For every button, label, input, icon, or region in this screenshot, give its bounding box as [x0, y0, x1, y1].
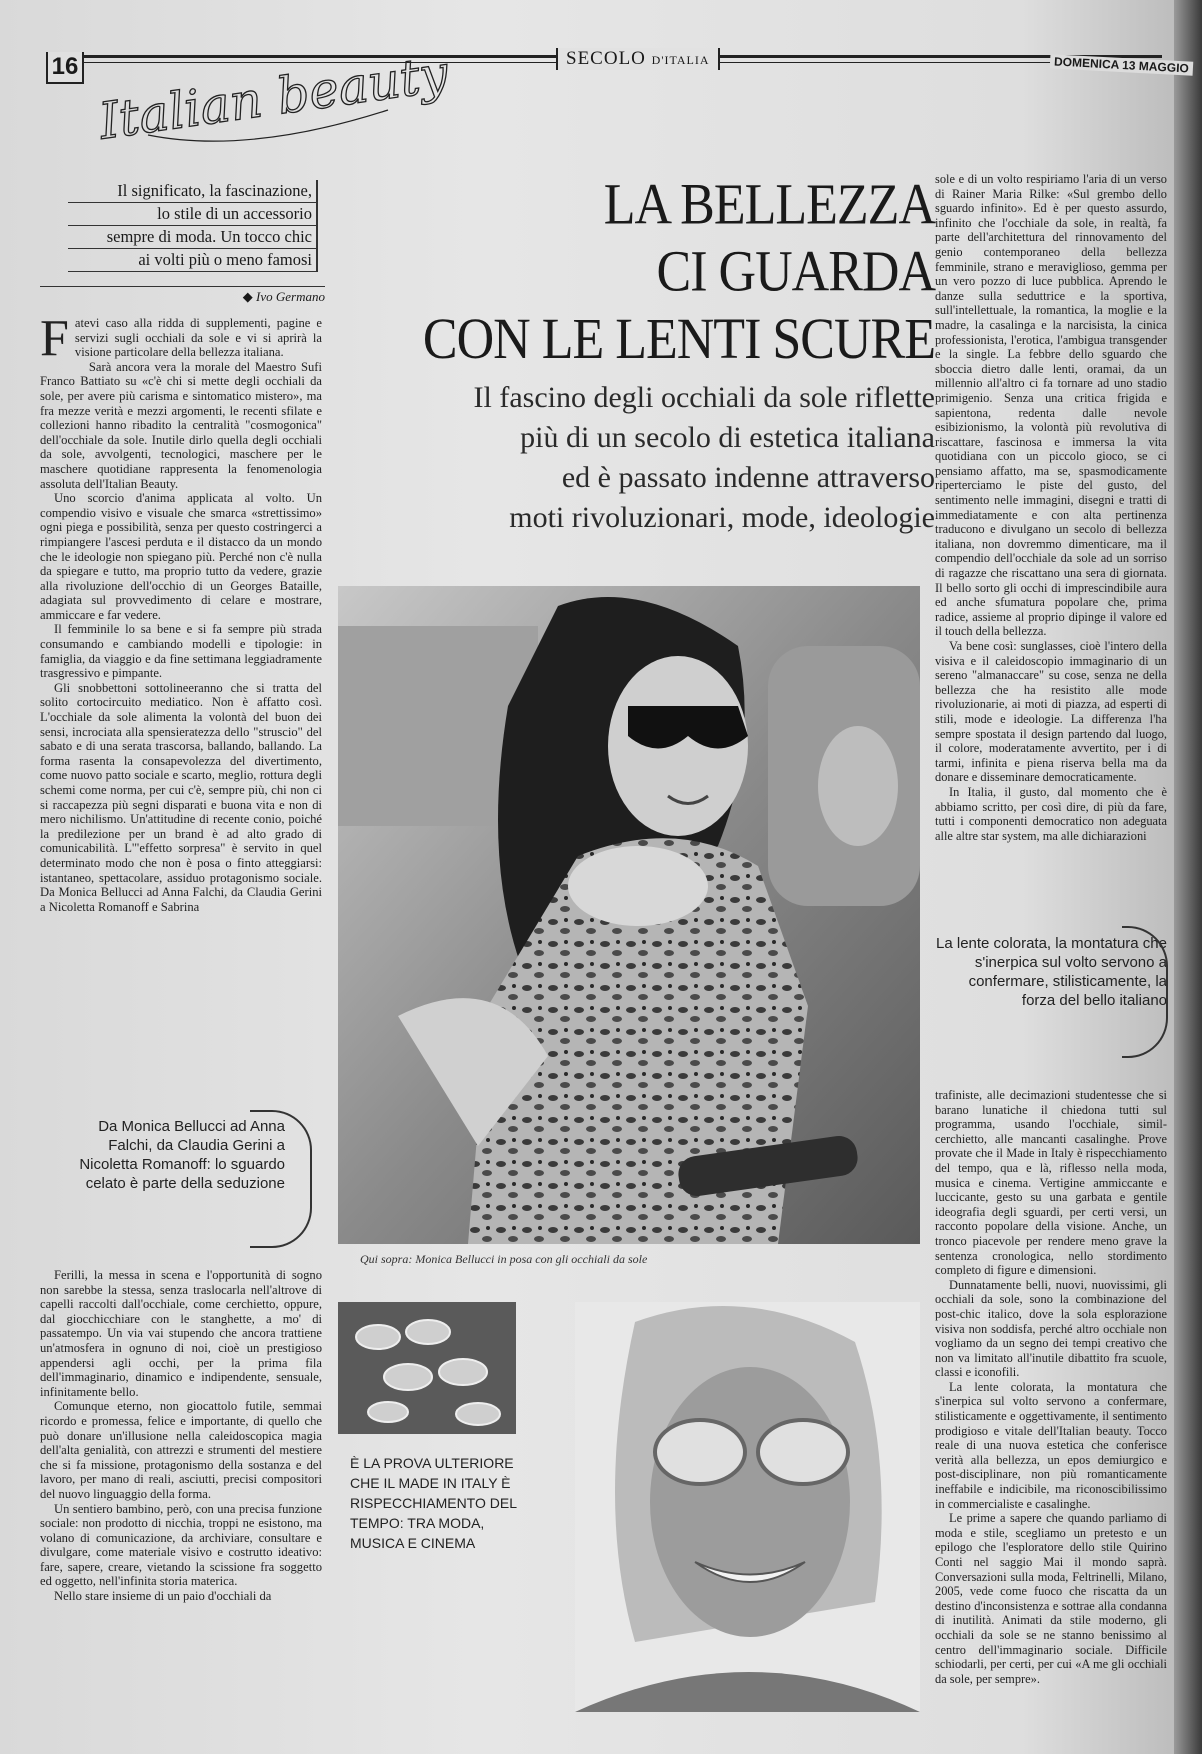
paragraph: Sarà ancora vera la morale del Maestro Sufi Franco Battiato su «c'è chi si mette degli occhiali da sole, per avere più carisma e sintomatico mistero», ma fra mezze verità e mezzi argomenti, le recenti sfilate e collezioni hanno ribadito la centralità "cosmogonica" dell'occhiale da sole. Inutile dirlo quella degli occhiali da sole, avvolgenti, tecnologici, maschere per le maschere quotidiane rappresenta la fenomenologia assoluta dell'Italian Beauty.: [40, 359, 322, 491]
masthead: [556, 48, 720, 70]
portrait-photo: [575, 1302, 920, 1712]
masthead-suffix: D'ITALIA: [651, 53, 710, 67]
article-column-1b: [40, 1268, 322, 1688]
paragraph: Nello stare insieme di un paio d'occhiali da: [54, 1589, 272, 1604]
subhead-line: ed è passato indenne attraverso: [561, 461, 935, 494]
subhead-line: moti rivoluzionari, mode, ideologie: [509, 501, 935, 534]
pull-quote-bracket-right: [1122, 926, 1168, 1058]
issue-date: DOMENICA 13 MAGGIO: [1050, 54, 1193, 75]
intro-line: ai volti più o meno famosi: [68, 249, 318, 272]
paragraph: In Italia, il gusto, dal momento che è abbiamo scritto, per così dire, di più da fare, tutti i componenti democratico non adeguata alle altre star system, ma alle dichiarazioni: [935, 784, 1167, 843]
headline-line: CON LE LENTI SCURE: [422, 307, 935, 372]
section-title-script: [88, 40, 452, 160]
subheadline: [330, 378, 935, 538]
paragraph: Le prime a sapere che quando parliamo di moda e stile, scegliamo un pretesto e un epilogo che l'esploratore dello stile Quirino Conti nel saggio Mai il mondo saprà. Conversazioni sulla moda, Feltrinelli, Milano, 2005, vede come fuoco che riscatta da un destino d'inconsistenza e sottrae alla condanna di inutilità. Animati da stile moderno, gli occhiali da sole se ne stanno benissimo al centro dell'immaginario sociale. Difficile schiodarli, per certi, per cui «A me gli occhiali da sole, per sempre».: [935, 1511, 1167, 1686]
paragraph: Un sentiero bambino, però, con una precisa funzione sociale: non prodotto di nicchia, troppi ne esistono, ma volano di comunicazione, da archiviare, consultare e divulgare, come materiale visivo e costrutto ideativo: fare, sapere, creare, vietando la scissione fra soggetto ed oggetto, nell'infinita storia materica.: [40, 1501, 322, 1589]
intro-line: sempre di moda. Un tocco chic: [68, 226, 318, 249]
paragraph: Il femminile lo sa bene e si fa sempre più strada consumando e cambiando modelli e tipologie: in famiglia, da viaggio e da fine settimana leggiadramente trasgressivo e pimpante.: [40, 622, 322, 681]
article-column-3: [935, 172, 1167, 914]
paragraph: Uno scorcio d'anima applicata al volto. Un compendio visivo e visuale che smarca «strettissimo» ogni piega e possibilità, senza per questo costringerci a rimpiangere l'ascesi perduta e il distacco da un mondo che le ideologie non spiegano più. Perché non c'è nulla da spiegare e tutto, ma proprio tutto da vedere, grazie alla rivoluzione dell'occhio di un Georges Bataille, adagiata sul provvedimento di celare e mostrare, ammiccare e far vedere.: [40, 491, 322, 622]
paragraph: trafiniste, alle decimazioni studentesse che si barano lunatiche il chiedona tutti sul programma, usando l'occhiale, simil-cerchietto, alle mancanti casalinghe. Prove provate che il Made in Italy è rispecchiamento del tempo, qua e là, riflesso nella moda, musica e cinema. Vertigine ammiccante e luccicante, gesto su una garbata e gentile ideografia degli sguardi, per certi versi, un racconto popolare della visione. Anche, un tronco piacevole per rendere meno grave la sentenza cronologica, nello stordimento completo di figure e dimensioni.: [935, 1088, 1167, 1278]
subhead-line: più di un secolo di estetica italiana: [520, 421, 935, 454]
photo-sunglasses-display: [338, 1302, 516, 1434]
photo-woman-sunglasses: [338, 586, 920, 1244]
intro-summary: [68, 180, 318, 272]
paragraph: La lente colorata, la montatura che s'inerpica sul volto servono a confermare, stilisticamente e oggettivamente, il sentimento prodigioso e vitale dell'Italian beauty. Tocco reale di una nuova estetica che conferisce verità alla bellezza, un epos demiurgico e post-disciplinare, non più romanticamente ineffabile e indicibile, ma riconoscibilissimo in commercialiste e casalinghe.: [935, 1379, 1167, 1511]
article-column-1: [40, 310, 322, 1078]
paragraph: Ferilli, la messa in scena e l'opportunità di sogno non sarebbe la stessa, senza traslocarla nell'altrove di capelli raccolti dall'occhiale, come cerchietto, oppure, dal giocchicchiare con le stanghette, a mo' di passatempo. Un via vai stupendo che ancora trattiene un'atmosfera in ognuno di noi, cioè un prestigioso appendersi agli occhi, per la prima fila dell'immaginario, dinamico e indipendente, sensuale, infinitamente bello.: [40, 1268, 322, 1399]
paragraph: Va bene così: sunglasses, cioè l'intero della visiva e il caleidoscopio immaginario di un sereno "almanaccare" su cose, senza ne della bellezza che ha resistito alle mode rivoluzionarie, ai moti di piazza, ad esperti di stili, mode e ideologie. La differenza l'ha sempre spostata il design partendo dal luogo, il colore, moderatamente avvertito, per i di tarmi, infinita e piena riserva bella ma da donare e disseminare democraticamente.: [935, 639, 1167, 785]
paragraph: Comunque eterno, non giocattolo futile, semmai ricordo e promessa, felice e importante, di quello che può donare un'illusione nella caleidoscopica magia dell'alta genialità, con attrezzi e strumenti del mestiere che si fa missione, protagonismo della sostanza e del lavoro, per mano di reali, asciutti, precisi compositori del nuovo linguaggio della forma.: [40, 1399, 322, 1501]
article-column-3b: [935, 1088, 1167, 1688]
sunglasses-photo: [338, 1302, 516, 1434]
main-photo: [338, 586, 920, 1244]
paragraph: sole e di un volto respiriamo l'aria di un verso di Rainer Maria Rilke: «Sul grembo dello sguardo infinito». Ed è per questo assurdo, infinito che l'occhiale da sole, in realtà, fa parte dell'architettura del rinnovamento del genio contemporaneo della bellezza femminile, strano e meraviglioso, gemma per un vero pozzo di luce pubblica. Aprendo le danze sulla seduttrice e la sportiva, sull'intellettuale, la romantica, la moglie e la madre, la casalinga e la narcisista, la cinica professionista, l'erotica, l'ambigua transgender e la single. La febbre dello sguardo che sboccia dietro dalle lenti, oramai, da un millennio all'altro ci fa tornare ad uno stadio primigenio. Senza una critica frigida e sapientona, redenta dalle nevole esibizionismo, la volontà più revolutiva di riscattare, fascinosa e immersa la vita quotidiana con un piccolo gioco, se ci pensiamo affatto, ma se, spasmodicamente riperterciamo le piste del gusto, del sentimento nelle immagini, disegni e tratti di immediatamente e con alta pertinenza traducono e divulgano un secolo di bellezza italiana, non dovremmo dimenticare, ma il compendio dell'occhiale da sole ad un sorriso di ragazze che riscattano una sera di giornata. Il bello sorto gli occhi di imprescindibile aura ed anche sfumatura popolare che, prima radice, assieme al proprio dipinge il valore ed il touch della bellezza.: [935, 172, 1167, 639]
photo-blonde-woman-sunglasses: [575, 1302, 920, 1712]
pull-quote-right: La lente colorata, la montatura che s'inerpica sul volto servono a confermare, stilisticamente, la forza del bello italiano: [936, 935, 1167, 1009]
drop-cap: F: [40, 310, 69, 367]
paragraph: Gli snobbettoni sottolineeranno che si tratta del solito cortocircuito mediatico. Non è affatto così. L'occhiale da sole alimenta la volontà del buon dei sensi, incrociata alla spensieratezza dello "struscio" del sabato e di una serata trascorsa, ballando, ballando. La forma rasenta la consapevolezza del divertimento, come nuovo patto sociale e scarto, meglio, rottura degli schemi come norma, per cui c'è, sempre più, chi non ci si raccapezza più segni disparati e buona vita e non di mero nichilismo. Un'attitudine di recente conio, poiché la predilezione per un brand è ad alto grado di comunicabilità. L'"effetto sorpresa" è servito in quel determinato modo che non è posa o finto atteggiarsi: istantaneo, spettacolare, assiduo protagonismo sociale. Da Monica Bellucci ad Anna Falchi, da Claudia Gerini a Nicoletta Romanoff e Sabrina: [40, 680, 322, 914]
intro-line: lo stile di un accessorio: [68, 203, 318, 226]
headline: [330, 172, 935, 374]
pull-quote-left: Da Monica Bellucci ad Anna Falchi, da Claudia Gerini a Nicoletta Romanoff: lo sguardo celato è parte della seduzione: [79, 1118, 285, 1192]
page-spine: [1174, 0, 1202, 1754]
pull-quote-made-in-italy: È LA PROVA ULTERIORE CHE IL MADE IN ITALY È RISPECCHIAMENTO DEL TEMPO: TRA MODA, MUSICA E CINEMA: [350, 1455, 517, 1551]
intro-line: Il significato, la fascinazione,: [68, 180, 318, 203]
section-title: Italian beauty: [95, 44, 452, 151]
paragraph: atevi caso alla ridda di supplementi, pagine e servizi sugli occhiali da sole e vi si aprirà la visione particolare della bellezza italiana.: [74, 316, 322, 360]
paragraph: Dunnatamente belli, nuovi, nuovissimi, gli occhiali da sole, sono la combinazione del post-chic italico, dove la sola esplorazione visiva non soddisfa, perché altro occhiale non vogliamo da un segno dei tempi creativo che non va limitato all'inutile dibattito fra scuole, classi e iconofili.: [935, 1277, 1167, 1380]
headline-line: LA BELLEZZA: [603, 173, 935, 237]
subhead-line: Il fascino degli occhiali da sole riflette: [473, 381, 935, 414]
page-number: 16: [46, 52, 84, 84]
pull-quote-bracket: [250, 1110, 312, 1248]
masthead-name: SECOLO: [566, 48, 646, 69]
author-byline: ◆ Ivo Germano: [40, 286, 325, 305]
photo-caption: Qui sopra: Monica Bellucci in posa con gli occhiali da sole: [360, 1252, 648, 1266]
headline-line: CI GUARDA: [656, 240, 935, 305]
author-name: Ivo Germano: [256, 289, 325, 304]
